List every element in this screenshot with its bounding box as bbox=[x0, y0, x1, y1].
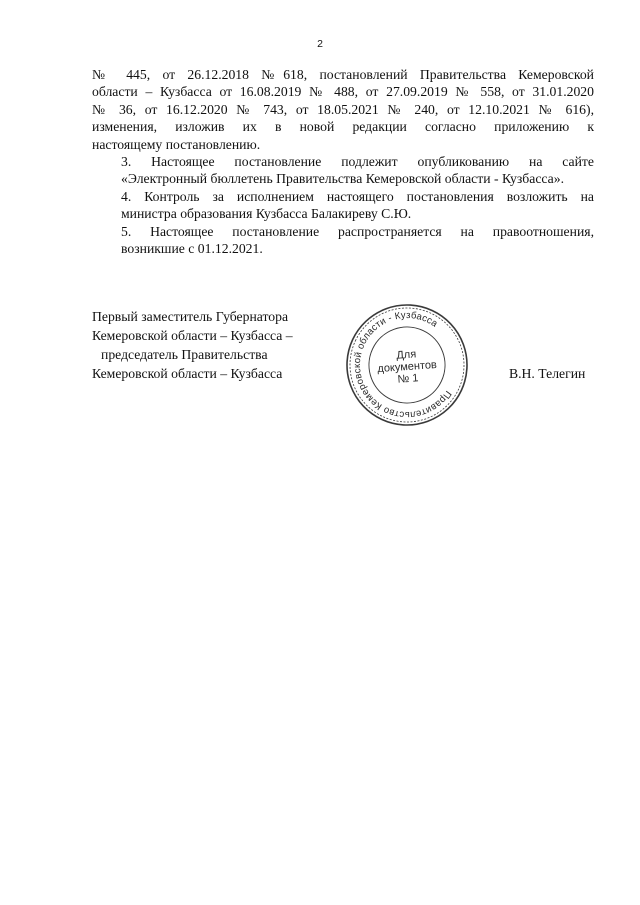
text-line: министра образования Кузбасса Балакиреву С.Ю. bbox=[121, 206, 412, 222]
text-line: настоящему постановлению. bbox=[92, 136, 261, 152]
text-line: 3. Настоящее постановление подлежит опубликованию на сайте bbox=[121, 154, 594, 170]
signature-block bbox=[92, 307, 293, 383]
signer-title-line: председатель Правительства bbox=[101, 347, 268, 362]
text-line: возникшие с 01.12.2021. bbox=[121, 241, 263, 257]
paragraph-amendments bbox=[92, 66, 594, 153]
signer-name: В.Н. Телегин bbox=[509, 366, 586, 381]
text-line: № 445, от 26.12.2018 №618, постановлений Правительства Кемеровской bbox=[92, 67, 594, 82]
text-line: «Электронный бюллетень Правительства Кемеровской области - Кузбасса». bbox=[121, 171, 565, 187]
stamp-center-line: документов bbox=[377, 358, 438, 376]
text-line: № 36, от 16.12.2020 № 743, от 18.05.2021 № 240, от 12.10.2021 № 616), bbox=[92, 101, 594, 117]
stamp-center-line: Для bbox=[395, 348, 417, 362]
text-line: изменения, изложив их в новой редакции согласно приложению к bbox=[92, 119, 594, 135]
document-body bbox=[92, 66, 594, 257]
text-line: 4. Контроль за исполнением настоящего постановления возложить на bbox=[121, 188, 594, 204]
stamp-ring-text: Правительство Кемеровской области - Кузбасса bbox=[351, 309, 454, 421]
stamp-center-line: № 1 bbox=[397, 372, 419, 386]
stamp-seal-icon bbox=[343, 301, 471, 429]
paragraph-3 bbox=[92, 153, 594, 188]
text-line: области – Кузбасса от 16.08.2019 № 488, от 27.09.2019 № 558, от 31.01.2020 bbox=[92, 84, 594, 100]
page-number: 2 bbox=[317, 38, 323, 50]
paragraph-4 bbox=[92, 188, 594, 223]
official-stamp bbox=[343, 301, 471, 429]
paragraph-5 bbox=[92, 223, 594, 258]
text-line: 5. Настоящее постановление распространяется на правоотношения, bbox=[121, 223, 594, 239]
signer-title-line: Кемеровской области – Кузбасса – bbox=[92, 328, 293, 343]
signer-title-line: Первый заместитель Губернатора bbox=[92, 309, 289, 324]
signer-title-line: Кемеровской области – Кузбасса bbox=[92, 366, 283, 381]
